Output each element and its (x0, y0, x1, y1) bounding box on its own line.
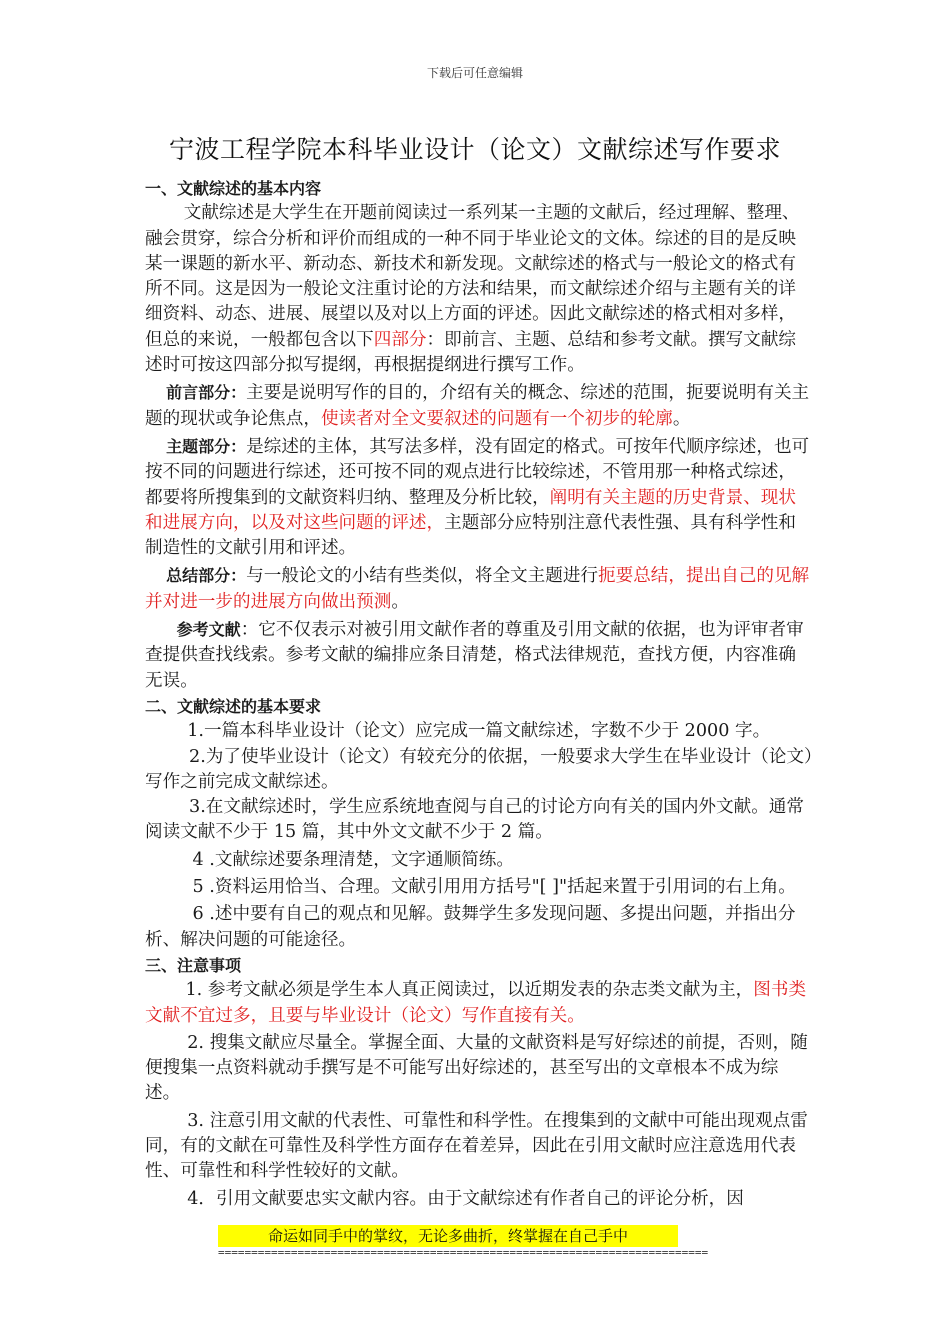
summary-text: 与一般论文的小结有些类似，将全文主题进行 (246, 566, 599, 587)
section-2-heading: 二、文献综述的基本要求 (145, 696, 322, 716)
paragraph-text: 文献综述是大学生在开题前阅读过一系列某一主题的文献后，经过理解、整理、融会贯穿，综合分析和评价而组成的一种不同于毕业论文的文体。综述的目的是反映某一课题的新水平、新动态、新技术和新发现。文献综述的格式与一般论文的格式有所不同。这是因为一般论文注重讨论的方法和结果，而文献综述介绍与主题有关的详细资料、动态、进展、展望以及对以上方面的评述。因此文献综述的格式相对多样，但总的来说，一般都包含以下 (145, 203, 800, 350)
body-highlight: 阐明有关主题的历史背景、现状和进展方向，以及对这些问题的评述， (145, 487, 796, 533)
body-label: 主题部分： (166, 436, 247, 456)
intro-label: 前言部分： (166, 383, 247, 403)
document-body (145, 176, 813, 1212)
summary-highlight: 扼要总结，提出自己的见解并对进一步的进展方向做出预测 (145, 566, 810, 612)
footer-motto: 命运如同手中的掌纹，无论多曲折，终掌握在自己手中 (218, 1225, 678, 1247)
requirement-item: 5 .资料运用恰当、合理。文献引用用方括号"[ ]"括起来置于引用词的右上角。 (192, 877, 796, 898)
intro-end: 。 (672, 408, 691, 429)
note-highlight: 图书类文献不宜过多，且要与毕业设计（论文）写作直接有关。 (145, 980, 807, 1026)
requirement-item: 1.一篇本科毕业设计（论文）应完成一篇文献综述，字数不少于 2000 字。 (187, 721, 771, 742)
requirement-item: 4 .文献综述要条理清楚，文字通顺简练。 (192, 849, 514, 870)
requirement-item: 6 .述中要有自己的观点和见解。鼓舞学生多发现问题、多提出问题，并指出分析、解决问题的可能途径。 (145, 904, 796, 950)
page-title: 宁波工程学院本科毕业设计（论文）文献综述写作要求 (168, 135, 781, 164)
note-item: 3. 注意引用文献的代表性、可靠性和科学性。在搜集到的文献中可能出现观点雷同，有的文献在可靠性及科学性方面存在着差异，因此在引用文献时应注意选用代表性、可靠性和科学性较好的文献。 (145, 1110, 808, 1182)
body-paragraph (145, 434, 813, 561)
section-1-paragraph (145, 201, 813, 378)
header-note: 下载后可任意编辑 (426, 66, 523, 80)
references-label: 参考文献 (176, 620, 241, 640)
references-text: ：它不仅表示对被引用文献作者的尊重及引用文献的依据，也为评审者审查提供查找线索。参考文献的编排应条目清楚，格式法律规范，查找方便，内容准确无误。 (145, 620, 804, 691)
references-paragraph (145, 617, 813, 694)
summary-label: 总结部分： (166, 566, 247, 586)
body-end: 主题部分应特别注意代表性强、具有科学性和制造性的文献引用和评述。 (145, 512, 796, 559)
footer-rule: ========================================================================== (218, 1246, 709, 1259)
paragraph-text: ：即前言、主题、总结和参考文献。撰写文献综述时可按这四部分拟写提纲，再根据提纲进行撰写工作。 (145, 329, 797, 376)
note-item: 2. 搜集文献应尽量全。掌握全面、大量的文献资料是写好综述的前提，否则，随便搜集一点资料就动手撰写是不可能写出好综述的，甚至写出的文章根本不成为综述。 (145, 1032, 808, 1104)
intro-text: 主要是说明写作的目的，介绍有关的概念、综述的范围，扼要说明有关主题的现状或争论焦点， (145, 383, 810, 429)
intro-highlight: 使读者对全文要叙述的问题有一个初步的轮廓 (320, 408, 673, 429)
summary-paragraph (145, 563, 813, 615)
intro-paragraph (145, 380, 813, 432)
body-text: 是综述的主体，其写法多样，没有固定的格式。可按年代顺序综述，也可按不同的问题进行综述，还可按不同的观点进行比较综述，不管用那一种格式综述，都要将所搜集到的文献资料归纳、整理及分析比较， (145, 436, 810, 508)
section-1-heading: 一、文献综述的基本内容 (145, 179, 322, 198)
summary-end: 。 (391, 591, 409, 612)
requirement-item: 2.为了使毕业设计（论文）有较充分的依据，一般要求大学生在毕业设计（论文）写作之前完成文献综述。 (145, 746, 813, 792)
requirement-item: 3.在文献综述时，学生应系统地查阅与自己的讨论方向有关的国内外文献。通常阅读文献不少于 15 篇，其中外文文献不少于 2 篇。 (145, 797, 804, 843)
note-item: 4．引用文献要忠实文献内容。由于文献综述有作者自己的评论分析，因 (187, 1188, 744, 1209)
highlight-text: 四部分 (373, 329, 427, 350)
note-text: 1. 参考文献必须是学生本人真正阅读过，以近期发表的杂志类文献为主， (185, 980, 754, 1001)
section-3-heading: 三、注意事项 (145, 955, 242, 975)
note-item (145, 978, 813, 1029)
